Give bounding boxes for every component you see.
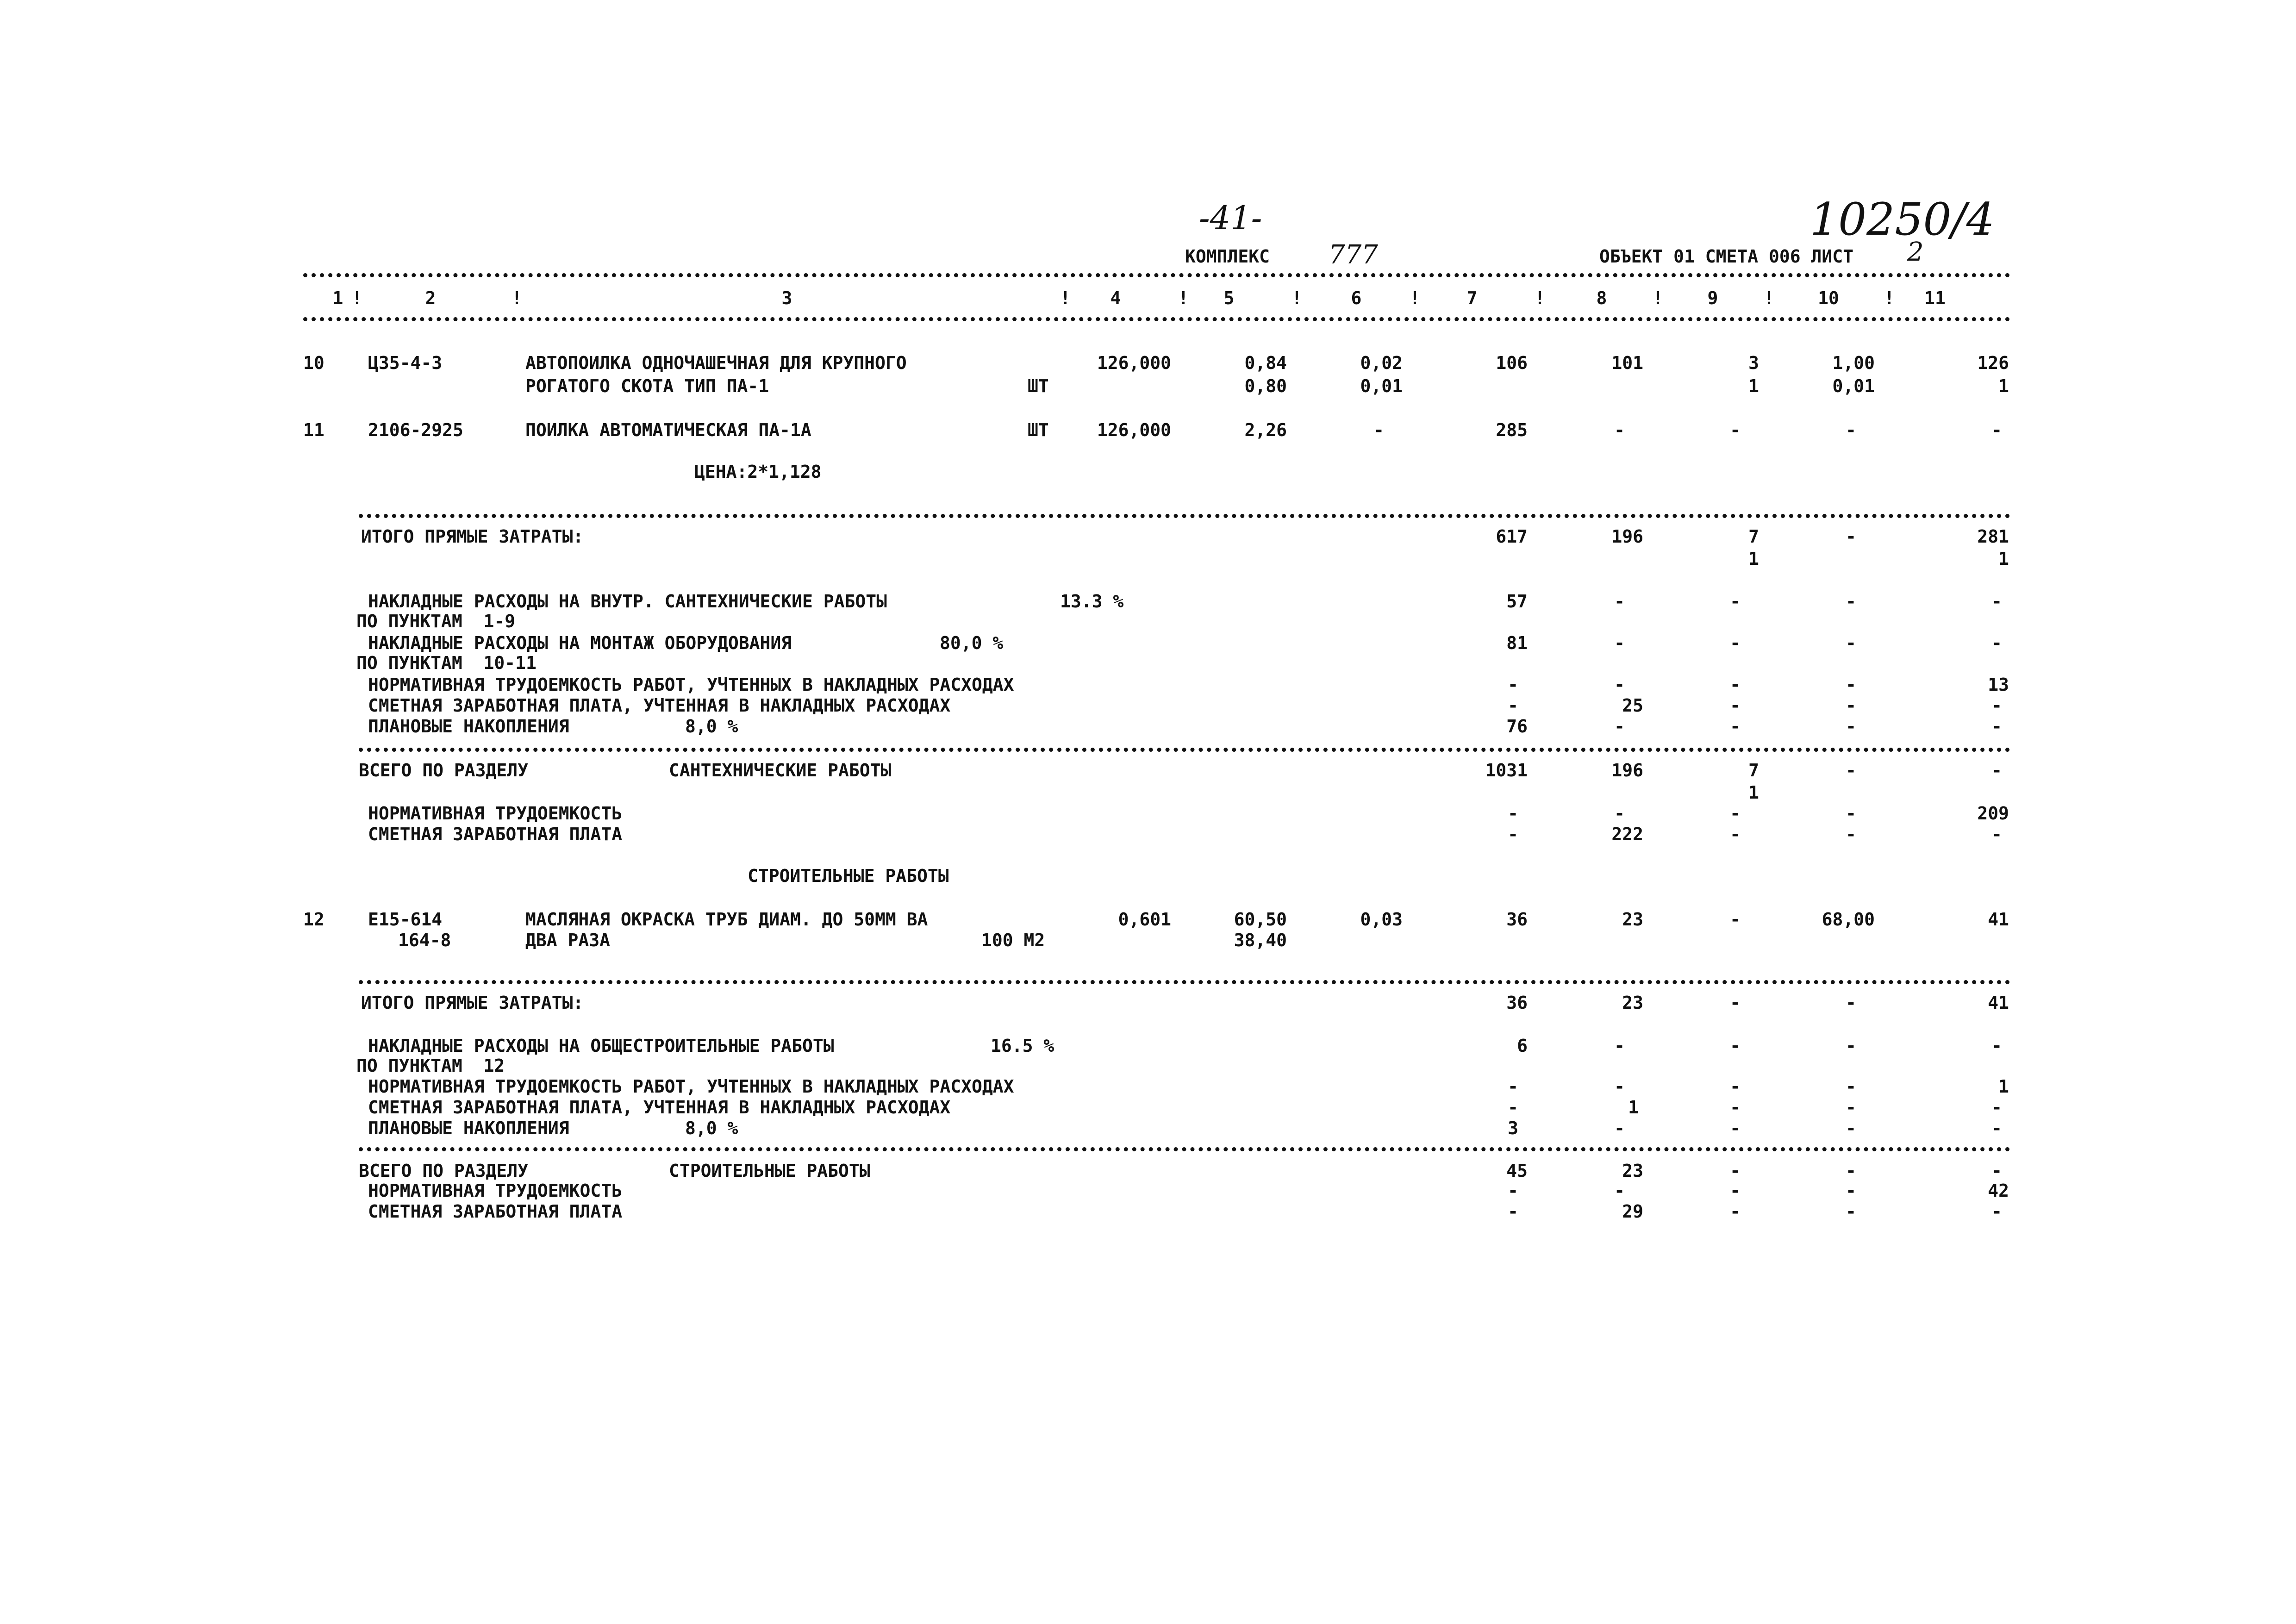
norm-labor-in-overhead-label: НОРМАТИВНАЯ ТРУДОЕМКОСТЬ РАБОТ, УЧТЕННЫХ В НАКЛАДНЫХ РАСХОДАХ xyxy=(368,675,1014,695)
wage-label: СМЕТНАЯ ЗАРАБОТНАЯ ПЛАТА xyxy=(368,1201,623,1222)
column-separator: ! xyxy=(512,288,522,308)
row-col9: - xyxy=(1730,1097,1741,1118)
row-col7: - xyxy=(1508,1076,1518,1097)
column-number: 7 xyxy=(1466,288,1478,308)
row-col8: - xyxy=(1614,420,1625,440)
row-col8: - xyxy=(1614,633,1625,653)
row-col10: - xyxy=(1846,824,1856,844)
row-col9: - xyxy=(1730,675,1741,695)
row-col8: 196 xyxy=(1611,760,1643,781)
column-number: 2 xyxy=(425,288,436,308)
planned-savings-label: ПЛАНОВЫЕ НАКОПЛЕНИЯ xyxy=(368,716,569,737)
row-col9: - xyxy=(1730,1181,1741,1201)
row-col11: - xyxy=(1991,695,2002,716)
column-number: 6 xyxy=(1351,288,1362,308)
row-col9: - xyxy=(1730,420,1741,440)
row-description: РОГАТОГО СКОТА ТИП ПА-1 xyxy=(525,376,769,396)
row-col5: 38,40 xyxy=(1234,930,1287,950)
row-col9: - xyxy=(1730,1036,1741,1056)
row-col11: 13 xyxy=(1988,675,2009,695)
row-col11: - xyxy=(1991,1161,2002,1181)
planned-savings-label: ПЛАНОВЫЕ НАКОПЛЕНИЯ xyxy=(368,1118,569,1138)
row-col6: 0,02 xyxy=(1360,353,1403,373)
row-unit: 100 М2 xyxy=(981,930,1045,950)
row-col7: 36 xyxy=(1506,909,1528,930)
header-top-rule xyxy=(303,273,2010,277)
row-col8: - xyxy=(1614,1118,1625,1138)
row-col9: - xyxy=(1730,695,1741,716)
row-col10: - xyxy=(1846,1076,1856,1097)
planned-savings-rate: 8,0 % xyxy=(685,1118,738,1138)
row-col8: 222 xyxy=(1611,824,1643,844)
row-col6: 0,03 xyxy=(1360,909,1403,930)
row-code: 164-8 xyxy=(398,930,451,950)
section-total-rule xyxy=(359,748,2010,752)
row-col11: 209 xyxy=(1977,803,2009,824)
column-separator: ! xyxy=(1178,288,1189,308)
column-number: 5 xyxy=(1223,288,1235,308)
row-col11: 1 xyxy=(1998,549,2009,569)
row-col8: - xyxy=(1614,591,1625,612)
row-col8: 101 xyxy=(1611,353,1643,373)
row-col7: 285 xyxy=(1496,420,1528,440)
wage-in-overhead-label: СМЕТНАЯ ЗАРАБОТНАЯ ПЛАТА, УЧТЕННАЯ В НАКЛАДНЫХ РАСХОДАХ xyxy=(368,1097,951,1118)
row-col10: - xyxy=(1846,1161,1856,1181)
column-separator: ! xyxy=(1060,288,1071,308)
section-total-label: ВСЕГО ПО РАЗДЕЛУ xyxy=(359,760,529,781)
row-col11: 126 xyxy=(1977,353,2009,373)
row-col9: - xyxy=(1730,1076,1741,1097)
section-title: СТРОИТЕЛЬНЫЕ РАБОТЫ xyxy=(748,866,949,886)
row-col11: - xyxy=(1991,633,2002,653)
row-description: АВТОПОИЛКА ОДНОЧАШЕЧНАЯ ДЛЯ КРУПНОГО xyxy=(525,353,907,373)
overhead-rate: 13.3 % xyxy=(1060,591,1124,612)
row-col9: 3 xyxy=(1748,353,1759,373)
column-separator: ! xyxy=(1535,288,1545,308)
row-col7: 81 xyxy=(1506,633,1528,653)
total-direct-costs-label: ИТОГО ПРЯМЫЕ ЗАТРАТЫ: xyxy=(361,993,584,1013)
sheet-number: 2 xyxy=(1907,237,1924,267)
row-col7: - xyxy=(1508,824,1518,844)
row-number: 12 xyxy=(303,909,324,930)
row-col7: - xyxy=(1508,1097,1518,1118)
row-col11: 1 xyxy=(1998,1076,2009,1097)
row-number: 10 xyxy=(303,353,324,373)
row-number: 11 xyxy=(303,420,324,440)
row-col11: - xyxy=(1991,591,2002,612)
row-col10: - xyxy=(1846,675,1856,695)
section-total-name: СТРОИТЕЛЬНЫЕ РАБОТЫ xyxy=(669,1161,870,1181)
row-col11: 281 xyxy=(1977,526,2009,547)
column-separator: ! xyxy=(1884,288,1895,308)
header-bottom-rule xyxy=(303,317,2010,321)
section-total-label: ВСЕГО ПО РАЗДЕЛУ xyxy=(359,1161,529,1181)
document-reference: 10250/4 xyxy=(1810,194,1995,245)
row-col8: 196 xyxy=(1611,526,1643,547)
row-col11: - xyxy=(1991,716,2002,737)
column-number: 8 xyxy=(1596,288,1607,308)
row-col9: 7 xyxy=(1748,760,1759,781)
row-col5: 0,80 xyxy=(1244,376,1287,396)
row-col8: - xyxy=(1614,716,1625,737)
row-col10: - xyxy=(1846,420,1856,440)
row-col10: - xyxy=(1846,1118,1856,1138)
overhead-items: ПО ПУНКТАМ 12 xyxy=(356,1056,505,1076)
row-col7: - xyxy=(1508,1201,1518,1222)
row-col10: 0,01 xyxy=(1832,376,1875,396)
row-col7: 3 xyxy=(1508,1118,1518,1138)
object-sheet-label: ОБЪЕКТ 01 СМЕТА 006 ЛИСТ xyxy=(1599,246,1854,267)
row-col10: - xyxy=(1846,591,1856,612)
overhead-label: НАКЛАДНЫЕ РАСХОДЫ НА МОНТАЖ ОБОРУДОВАНИЯ xyxy=(368,633,792,653)
row-col9: - xyxy=(1730,993,1741,1013)
row-col10: - xyxy=(1846,1181,1856,1201)
row-code: Е15-614 xyxy=(368,909,443,930)
row-col10: 68,00 xyxy=(1822,909,1875,930)
row-col8: 23 xyxy=(1622,993,1643,1013)
row-col7: - xyxy=(1508,803,1518,824)
complex-label: КОМПЛЕКС xyxy=(1185,246,1270,267)
row-col9: - xyxy=(1730,824,1741,844)
row-col11: - xyxy=(1991,760,2002,781)
row-col10: - xyxy=(1846,993,1856,1013)
row-quantity: 126,000 xyxy=(1097,353,1171,373)
norm-labor-in-overhead-label: НОРМАТИВНАЯ ТРУДОЕМКОСТЬ РАБОТ, УЧТЕННЫХ В НАКЛАДНЫХ РАСХОДАХ xyxy=(368,1076,1014,1097)
row-col11: 41 xyxy=(1988,993,2009,1013)
row-col9: - xyxy=(1730,1118,1741,1138)
price-note: ЦЕНА:2*1,128 xyxy=(694,462,822,482)
row-col11: 42 xyxy=(1988,1181,2009,1201)
overhead-rate: 16.5 % xyxy=(991,1036,1054,1056)
wage-in-overhead-label: СМЕТНАЯ ЗАРАБОТНАЯ ПЛАТА, УЧТЕННАЯ В НАКЛАДНЫХ РАСХОДАХ xyxy=(368,695,951,716)
row-col10: - xyxy=(1846,633,1856,653)
complex-value: 777 xyxy=(1329,240,1378,270)
row-col9: 1 xyxy=(1748,549,1759,569)
overhead-items: ПО ПУНКТАМ 1-9 xyxy=(356,611,516,631)
row-col8: 25 xyxy=(1622,695,1643,716)
row-description: ДВА РАЗА xyxy=(525,930,611,950)
column-number: 10 xyxy=(1818,288,1839,308)
overhead-label: НАКЛАДНЫЕ РАСХОДЫ НА ВНУТР. САНТЕХНИЧЕСКИЕ РАБОТЫ xyxy=(368,591,887,612)
row-col7: - xyxy=(1508,1181,1518,1201)
row-col5: 60,50 xyxy=(1234,909,1287,930)
row-col10: - xyxy=(1846,803,1856,824)
overhead-rate: 80,0 % xyxy=(940,633,1004,653)
row-col10: - xyxy=(1846,716,1856,737)
column-number: 11 xyxy=(1924,288,1946,308)
row-col7: - xyxy=(1508,695,1518,716)
column-number: 1 xyxy=(332,288,343,308)
row-col9: 1 xyxy=(1748,376,1759,396)
row-col7: 57 xyxy=(1506,591,1528,612)
row-col10: - xyxy=(1846,1097,1856,1118)
column-separator: ! xyxy=(1292,288,1302,308)
row-description: МАСЛЯНАЯ ОКРАСКА ТРУБ ДИАМ. ДО 50ММ ВА xyxy=(525,909,928,930)
column-number: 3 xyxy=(781,288,792,308)
column-separator: ! xyxy=(1764,288,1774,308)
row-col7: 36 xyxy=(1506,993,1528,1013)
row-col8: - xyxy=(1614,1036,1625,1056)
row-col9: - xyxy=(1730,633,1741,653)
row-col8: - xyxy=(1614,803,1625,824)
row-col8: 1 xyxy=(1628,1097,1639,1118)
row-col10: - xyxy=(1846,1201,1856,1222)
row-col9: - xyxy=(1730,1201,1741,1222)
row-col10: - xyxy=(1846,760,1856,781)
section-total-name: САНТЕХНИЧЕСКИЕ РАБОТЫ xyxy=(669,760,892,781)
row-col11: - xyxy=(1991,1201,2002,1222)
row-col11: 1 xyxy=(1998,376,2009,396)
row-col8: - xyxy=(1614,1076,1625,1097)
row-col7: 76 xyxy=(1506,716,1528,737)
row-col11: - xyxy=(1991,1036,2002,1056)
row-col11: - xyxy=(1991,1097,2002,1118)
row-code: 2106-2925 xyxy=(368,420,463,440)
total-direct-costs-label: ИТОГО ПРЯМЫЕ ЗАТРАТЫ: xyxy=(361,526,584,547)
row-col5: 0,84 xyxy=(1244,353,1287,373)
row-col7: - xyxy=(1508,675,1518,695)
row-unit: ШТ xyxy=(1028,420,1049,440)
section-total-rule xyxy=(359,1147,2010,1151)
row-col8: 23 xyxy=(1622,1161,1643,1181)
row-col7: 45 xyxy=(1506,1161,1528,1181)
row-col11: - xyxy=(1991,1118,2002,1138)
page-number-mark: -41- xyxy=(1199,199,1262,237)
row-col7: 6 xyxy=(1517,1036,1528,1056)
row-unit: ШТ xyxy=(1028,376,1049,396)
row-quantity: 0,601 xyxy=(1118,909,1171,930)
row-col9: - xyxy=(1730,909,1741,930)
row-col10: 1,00 xyxy=(1832,353,1875,373)
row-col9: - xyxy=(1730,1161,1741,1181)
row-col7: 1031 xyxy=(1485,760,1528,781)
row-col9: 7 xyxy=(1748,526,1759,547)
row-col6: 0,01 xyxy=(1360,376,1403,396)
row-col8: - xyxy=(1614,1181,1625,1201)
row-col10: - xyxy=(1846,695,1856,716)
wage-label: СМЕТНАЯ ЗАРАБОТНАЯ ПЛАТА xyxy=(368,824,623,844)
row-col10: - xyxy=(1846,1036,1856,1056)
row-col9: - xyxy=(1730,716,1741,737)
norm-labor-label: НОРМАТИВНАЯ ТРУДОЕМКОСТЬ xyxy=(368,803,623,824)
row-code: Ц35-4-3 xyxy=(368,353,443,373)
row-col5: 2,26 xyxy=(1244,420,1287,440)
totals-rule xyxy=(359,980,2010,984)
row-col11: - xyxy=(1991,824,2002,844)
row-col11: 41 xyxy=(1988,909,2009,930)
row-col9: 1 xyxy=(1748,782,1759,803)
row-col10: - xyxy=(1846,526,1856,547)
planned-savings-rate: 8,0 % xyxy=(685,716,738,737)
overhead-label: НАКЛАДНЫЕ РАСХОДЫ НА ОБЩЕСТРОИТЕЛЬНЫЕ РАБОТЫ xyxy=(368,1036,834,1056)
row-col8: 29 xyxy=(1622,1201,1643,1222)
row-col7: 617 xyxy=(1496,526,1528,547)
row-col9: - xyxy=(1730,803,1741,824)
row-description: ПОИЛКА АВТОМАТИЧЕСКАЯ ПА-1А xyxy=(525,420,811,440)
overhead-items: ПО ПУНКТАМ 10-11 xyxy=(356,653,537,673)
row-col11: - xyxy=(1991,420,2002,440)
row-col9: - xyxy=(1730,591,1741,612)
totals-rule xyxy=(359,514,2010,518)
row-quantity: 126,000 xyxy=(1097,420,1171,440)
column-separator: ! xyxy=(1410,288,1420,308)
column-separator: ! xyxy=(1653,288,1663,308)
column-number: 4 xyxy=(1110,288,1121,308)
column-number: 9 xyxy=(1707,288,1718,308)
row-col8: 23 xyxy=(1622,909,1643,930)
row-col7: 106 xyxy=(1496,353,1528,373)
row-col8: - xyxy=(1614,675,1625,695)
column-separator: ! xyxy=(352,288,362,308)
row-col6: - xyxy=(1373,420,1384,440)
norm-labor-label: НОРМАТИВНАЯ ТРУДОЕМКОСТЬ xyxy=(368,1181,623,1201)
